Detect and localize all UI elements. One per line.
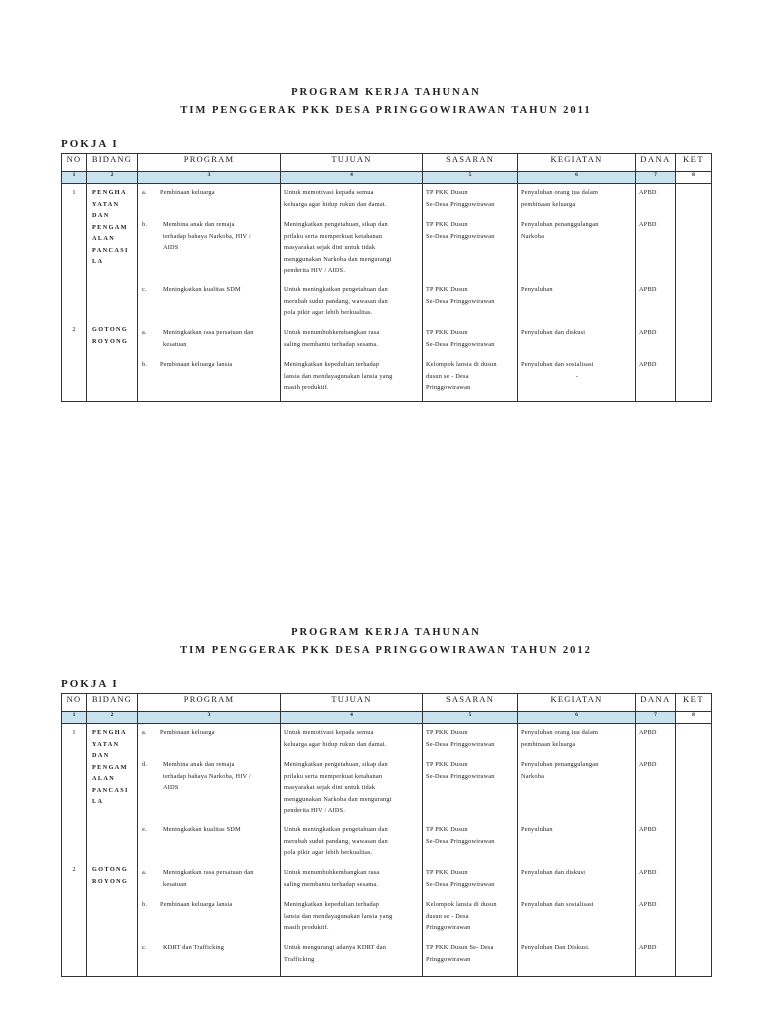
sasaran-text: [423, 327, 517, 350]
column-number: 6: [518, 712, 636, 724]
sasaran-line: Se-Desa Pringgowirawan: [426, 772, 495, 780]
bidang-line: ALAN: [92, 235, 116, 242]
tujuan-text: [281, 942, 422, 965]
sasaran-text: [423, 727, 517, 750]
program-text: Meningkatkan rasa persatuan dan: [163, 869, 254, 876]
row-number: 1: [72, 729, 76, 736]
document-title: PROGRAM KERJA TAHUNAN: [291, 627, 481, 638]
program-text: Pembinaan keluarga lansia: [160, 901, 233, 908]
kegiatan-text: [518, 899, 635, 911]
tujuan-line: Meningkatkan kepedulian terhadap: [284, 361, 380, 368]
dana-text: APBD: [639, 869, 657, 876]
sasaran-line: TP PKK Dusun Se- Desa: [426, 944, 494, 951]
sasaran-line: TP PKK Dusun: [426, 221, 468, 228]
tujuan-text: [281, 327, 422, 350]
sasaran-text: [423, 867, 517, 890]
program-text: AIDS: [163, 784, 179, 791]
column-header: KET: [676, 694, 712, 712]
bidang-line: YATAN: [92, 200, 120, 208]
dana-text: APBD: [639, 729, 657, 736]
sasaran-line: TP PKK Dusun: [426, 729, 468, 736]
column-header: BIDANG: [87, 154, 138, 172]
bidang-line: ALAN: [92, 775, 116, 782]
row-number: 2: [72, 326, 76, 333]
bidang-line: DAN: [92, 212, 110, 219]
column-header: NO: [62, 694, 87, 712]
column-header: DANA: [636, 154, 676, 172]
table-row: [62, 184, 712, 402]
column-number: 7: [636, 712, 676, 724]
tujuan-line: Meningkatkan pengetahuan, sikap dan: [284, 761, 388, 768]
tujuan-line: keluarga agar hidup rukun dan damai.: [284, 740, 387, 748]
bidang-label: [87, 727, 137, 808]
cell-no: [62, 724, 87, 977]
tujuan-line: pola pikir agar lebih berkualitas.: [284, 849, 373, 856]
program-text: Meningkatkan kualitas SDM: [163, 826, 241, 833]
bidang-line: PANCASI: [92, 246, 129, 254]
column-header: DANA: [636, 694, 676, 712]
cell-sasaran: [423, 184, 518, 402]
kegiatan-line: Penyuluhan dan diskusi: [521, 869, 586, 876]
program-text: AIDS: [163, 244, 179, 251]
bidang-line: PENGHA: [92, 729, 127, 736]
column-number: 2: [87, 712, 138, 724]
item-letter: a.: [142, 329, 147, 336]
sasaran-line: dusun se - Desa: [426, 912, 469, 920]
bidang-label: [87, 187, 137, 268]
bidang-line: PENGAM: [92, 223, 128, 231]
dana-text: APBD: [639, 221, 657, 228]
program-text: Meningkatkan rasa persatuan dan: [163, 329, 254, 336]
kegiatan-line: Penyuluhan Dan Diskusi.: [521, 944, 590, 951]
kegiatan-line: Narkoba: [521, 772, 545, 780]
row-number: 1: [72, 189, 76, 196]
tujuan-text: [281, 824, 422, 859]
bidang-line: LA: [92, 258, 104, 265]
cell-dana: [636, 724, 676, 977]
column-header: KEGIATAN: [518, 154, 636, 172]
tujuan-line: merubah sudut pandang, wawasan dan: [284, 297, 388, 305]
document-title: PROGRAM KERJA TAHUNAN: [291, 87, 481, 98]
tujuan-line: Meningkatkan kepedulian terhadap: [284, 901, 380, 908]
tujuan-line: masih produktif.: [284, 384, 329, 391]
cell-program: [138, 184, 281, 402]
kegiatan-text: [518, 327, 635, 339]
kegiatan-line: Penyuluhan penanggulangan: [521, 761, 599, 768]
tujuan-line: Untuk memotivasi kepada semua: [284, 189, 374, 196]
tujuan-line: penderita HIV / AIDS.: [284, 267, 346, 274]
row-number: 2: [72, 866, 76, 873]
pokja-label: POKJA I: [61, 678, 119, 690]
kegiatan-text: [518, 359, 635, 382]
tujuan-text: [281, 759, 422, 817]
cell-tujuan: [281, 724, 423, 977]
sasaran-line: Se-Desa Pringgowirawan: [426, 297, 495, 305]
header-row: [62, 694, 712, 712]
tujuan-line: masih produktif.: [284, 924, 329, 931]
bidang-label: [87, 324, 137, 347]
column-number: 3: [138, 712, 281, 724]
column-header: TUJUAN: [281, 154, 423, 172]
sasaran-line: Kelompok lansia di dusun: [426, 361, 497, 368]
dana-text: APBD: [639, 761, 657, 768]
tujuan-line: masyarakat sejak dini untuk tidak: [284, 784, 376, 791]
item-letter: b.: [142, 221, 148, 228]
item-letter: a.: [142, 729, 147, 736]
item-letter: b.: [142, 361, 148, 368]
kegiatan-text: [518, 284, 635, 296]
cell-program: [138, 724, 281, 977]
dana-text: APBD: [639, 189, 657, 196]
program-text: Pembinaan keluarga: [160, 189, 215, 196]
kegiatan-line: Narkoba: [521, 232, 545, 240]
tujuan-line: prilaku serta memperkuat ketahanan: [284, 232, 383, 240]
bidang-line: DAN: [92, 752, 110, 759]
document-subtitle: TIM PENGGERAK PKK DESA PRINGGOWIRAWAN TAHUN 2011: [180, 105, 592, 116]
tujuan-line: pola pikir agar lebih berkualitas.: [284, 309, 373, 316]
column-number: 2: [87, 172, 138, 184]
kegiatan-text: [518, 727, 635, 750]
program-text: Pembinaan keluarga: [160, 729, 215, 736]
cell-tujuan: [281, 184, 423, 402]
kegiatan-line: Penyuluhan penanggulangan: [521, 221, 599, 228]
kegiatan-line: Penyuluhan orang tua dalam: [521, 729, 599, 736]
column-header: NO: [62, 154, 87, 172]
sasaran-text: [423, 219, 517, 242]
kegiatan-line: Penyuluhan dan sosialisasi: [521, 901, 594, 908]
dana-text: APBD: [639, 286, 657, 293]
bidang-line: ROYONG: [92, 877, 129, 885]
sasaran-line: TP PKK Dusun: [426, 761, 468, 768]
sasaran-line: TP PKK Dusun: [426, 329, 468, 336]
column-number: 3: [138, 172, 281, 184]
sasaran-line: dusun se - Desa: [426, 372, 469, 380]
tujuan-text: [281, 219, 422, 277]
tujuan-line: saling membantu terhadap sesama.: [284, 340, 379, 348]
sasaran-text: [423, 359, 517, 394]
sasaran-text: [423, 899, 517, 934]
dana-text: APBD: [639, 329, 657, 336]
sasaran-line: Se-Desa Pringgowirawan: [426, 232, 495, 240]
tujuan-text: [281, 359, 422, 394]
program-text: KDRT dan Trafficking: [163, 944, 225, 951]
column-header: KEGIATAN: [518, 694, 636, 712]
bidang-line: PANCASI: [92, 786, 129, 794]
program-text: terhadap bahaya Narkoba, HIV /: [163, 772, 251, 780]
document-2012: [61, 624, 711, 977]
program-text: kesatuan: [163, 340, 187, 348]
program-table: [61, 153, 712, 402]
sasaran-line: Se-Desa Pringgowirawan: [426, 880, 495, 888]
column-header: KET: [676, 154, 712, 172]
pokja-label: POKJA I: [61, 138, 119, 150]
tujuan-line: menggunakan Narkoba dan mengurangi: [284, 795, 392, 803]
column-header: SASARAN: [423, 694, 518, 712]
item-letter: a.: [142, 869, 147, 876]
sasaran-line: TP PKK Dusun: [426, 826, 468, 833]
kegiatan-line: pembinaan keluarga: [521, 200, 576, 208]
kegiatan-text: [518, 759, 635, 782]
kegiatan-line: Penyuluhan dan sosialisasi: [521, 361, 594, 368]
column-header: SASARAN: [423, 154, 518, 172]
sasaran-line: Se-Desa Pringgowirawan: [426, 837, 495, 845]
cell-ket: [676, 724, 712, 977]
sasaran-text: [423, 759, 517, 782]
item-letter: c.: [142, 944, 147, 951]
kegiatan-text: [518, 824, 635, 836]
bidang-line: YATAN: [92, 740, 120, 748]
dana-text: APBD: [639, 944, 657, 951]
column-number: 6: [518, 172, 636, 184]
column-number-row: [62, 172, 712, 184]
bidang-line: LA: [92, 798, 104, 805]
item-letter: b.: [142, 901, 148, 908]
tujuan-line: Untuk menumbuhkembangkan rasa: [284, 869, 380, 876]
column-header: TUJUAN: [281, 694, 423, 712]
tujuan-text: [281, 867, 422, 890]
kegiatan-line: pembinaan keluarga: [521, 740, 576, 748]
cell-no: [62, 184, 87, 402]
tujuan-line: lansia dan mendayagunakan lansia yang: [284, 372, 393, 380]
column-number: 4: [281, 172, 423, 184]
document-2011: [61, 84, 711, 402]
kegiatan-line: Penyuluhan: [521, 286, 553, 293]
kegiatan-line: Penyuluhan orang tua dalam: [521, 189, 599, 196]
document-subtitle: TIM PENGGERAK PKK DESA PRINGGOWIRAWAN TAHUN 2012: [180, 645, 592, 656]
program-text: Meningkatkan kualitas SDM: [163, 286, 241, 293]
column-number: 4: [281, 712, 423, 724]
column-number: 1: [62, 172, 87, 184]
sasaran-line: Se-Desa Pringgowirawan: [426, 740, 495, 748]
table-row: [62, 724, 712, 977]
column-number: 8: [676, 172, 712, 184]
bidang-line: PENGHA: [92, 189, 127, 196]
tujuan-text: [281, 187, 422, 210]
program-text: Pembinaan keluarga lansia: [160, 361, 233, 368]
column-header: PROGRAM: [138, 154, 281, 172]
tujuan-line: menggunakan Narkoba dan mengurangi: [284, 255, 392, 263]
tujuan-text: [281, 899, 422, 934]
column-number-row: [62, 712, 712, 724]
sasaran-line: TP PKK Dusun: [426, 869, 468, 876]
kegiatan-text: [518, 187, 635, 210]
header-row: [62, 154, 712, 172]
sasaran-text: [423, 824, 517, 847]
bidang-line: ROYONG: [92, 337, 129, 345]
dana-text: APBD: [639, 901, 657, 908]
kegiatan-text: [518, 219, 635, 242]
bidang-line: PENGAM: [92, 763, 128, 771]
tujuan-line: lansia dan mendayagunakan lansia yang: [284, 912, 393, 920]
tujuan-line: saling membantu terhadap sesama.: [284, 880, 379, 888]
tujuan-line: keluarga agar hidup rukun dan damai.: [284, 200, 387, 208]
item-letter: c.: [142, 286, 147, 293]
tujuan-text: [281, 727, 422, 750]
dana-text: APBD: [639, 361, 657, 368]
cell-bidang: [87, 724, 138, 977]
cell-ket: [676, 184, 712, 402]
tujuan-line: merubah sudut pandang, wawasan dan: [284, 837, 388, 845]
kegiatan-text: [518, 867, 635, 879]
column-header: BIDANG: [87, 694, 138, 712]
tujuan-line: Untuk mengurangi adanya KDRT dan: [284, 944, 387, 951]
cell-bidang: [87, 184, 138, 402]
bidang-line: GOTONG: [92, 326, 129, 333]
dana-text: APBD: [639, 826, 657, 833]
kegiatan-text: [518, 942, 635, 954]
sasaran-text: [423, 284, 517, 307]
tujuan-line: Untuk meningkatkan pengetahuan dan: [284, 286, 388, 293]
column-number: 5: [423, 712, 518, 724]
kegiatan-line: -: [575, 372, 579, 380]
sasaran-line: Kelompok lansia di dusun: [426, 901, 497, 908]
tujuan-text: [281, 284, 422, 319]
program-text: Membina anak dan remaja: [163, 761, 235, 768]
item-letter: a.: [142, 189, 147, 196]
sasaran-line: Pringgowirawan: [426, 955, 471, 963]
cell-kegiatan: [518, 724, 636, 977]
tujuan-line: Untuk memotivasi kepada semua: [284, 729, 374, 736]
column-number: 5: [423, 172, 518, 184]
tujuan-line: masyarakat sejak dini untuk tidak: [284, 244, 376, 251]
tujuan-line: Untuk menumbuhkembangkan rasa: [284, 329, 380, 336]
tujuan-line: penderita HIV / AIDS.: [284, 807, 346, 814]
tujuan-line: Trafficking: [284, 955, 315, 963]
kegiatan-line: Penyuluhan: [521, 826, 553, 833]
column-number: 8: [676, 712, 712, 724]
sasaran-line: Pringgowirawan: [426, 384, 471, 391]
bidang-label: [87, 864, 137, 887]
cell-sasaran: [423, 724, 518, 977]
column-number: 7: [636, 172, 676, 184]
item-letter: e.: [142, 826, 147, 833]
program-text: Membina anak dan remaja: [163, 221, 235, 228]
column-number: 1: [62, 712, 87, 724]
tujuan-line: prilaku serta memperkuat ketahanan: [284, 772, 383, 780]
cell-dana: [636, 184, 676, 402]
cell-kegiatan: [518, 184, 636, 402]
sasaran-line: Se-Desa Pringgowirawan: [426, 200, 495, 208]
sasaran-text: [423, 187, 517, 210]
sasaran-line: TP PKK Dusun: [426, 189, 468, 196]
program-table: [61, 693, 712, 977]
program-text: kesatuan: [163, 880, 187, 888]
tujuan-line: Untuk meningkatkan pengetahuan dan: [284, 826, 388, 833]
kegiatan-line: Penyuluhan dan diskusi: [521, 329, 586, 336]
sasaran-line: Se-Desa Pringgowirawan: [426, 340, 495, 348]
column-header: PROGRAM: [138, 694, 281, 712]
sasaran-text: [423, 942, 517, 965]
tujuan-line: Meningkatkan pengetahuan, sikap dan: [284, 221, 388, 228]
program-text: terhadap bahaya Narkoba, HIV /: [163, 232, 251, 240]
item-letter: d.: [142, 761, 148, 768]
sasaran-line: Pringgowirawan: [426, 924, 471, 931]
sasaran-line: TP PKK Dusun: [426, 286, 468, 293]
bidang-line: GOTONG: [92, 866, 129, 873]
